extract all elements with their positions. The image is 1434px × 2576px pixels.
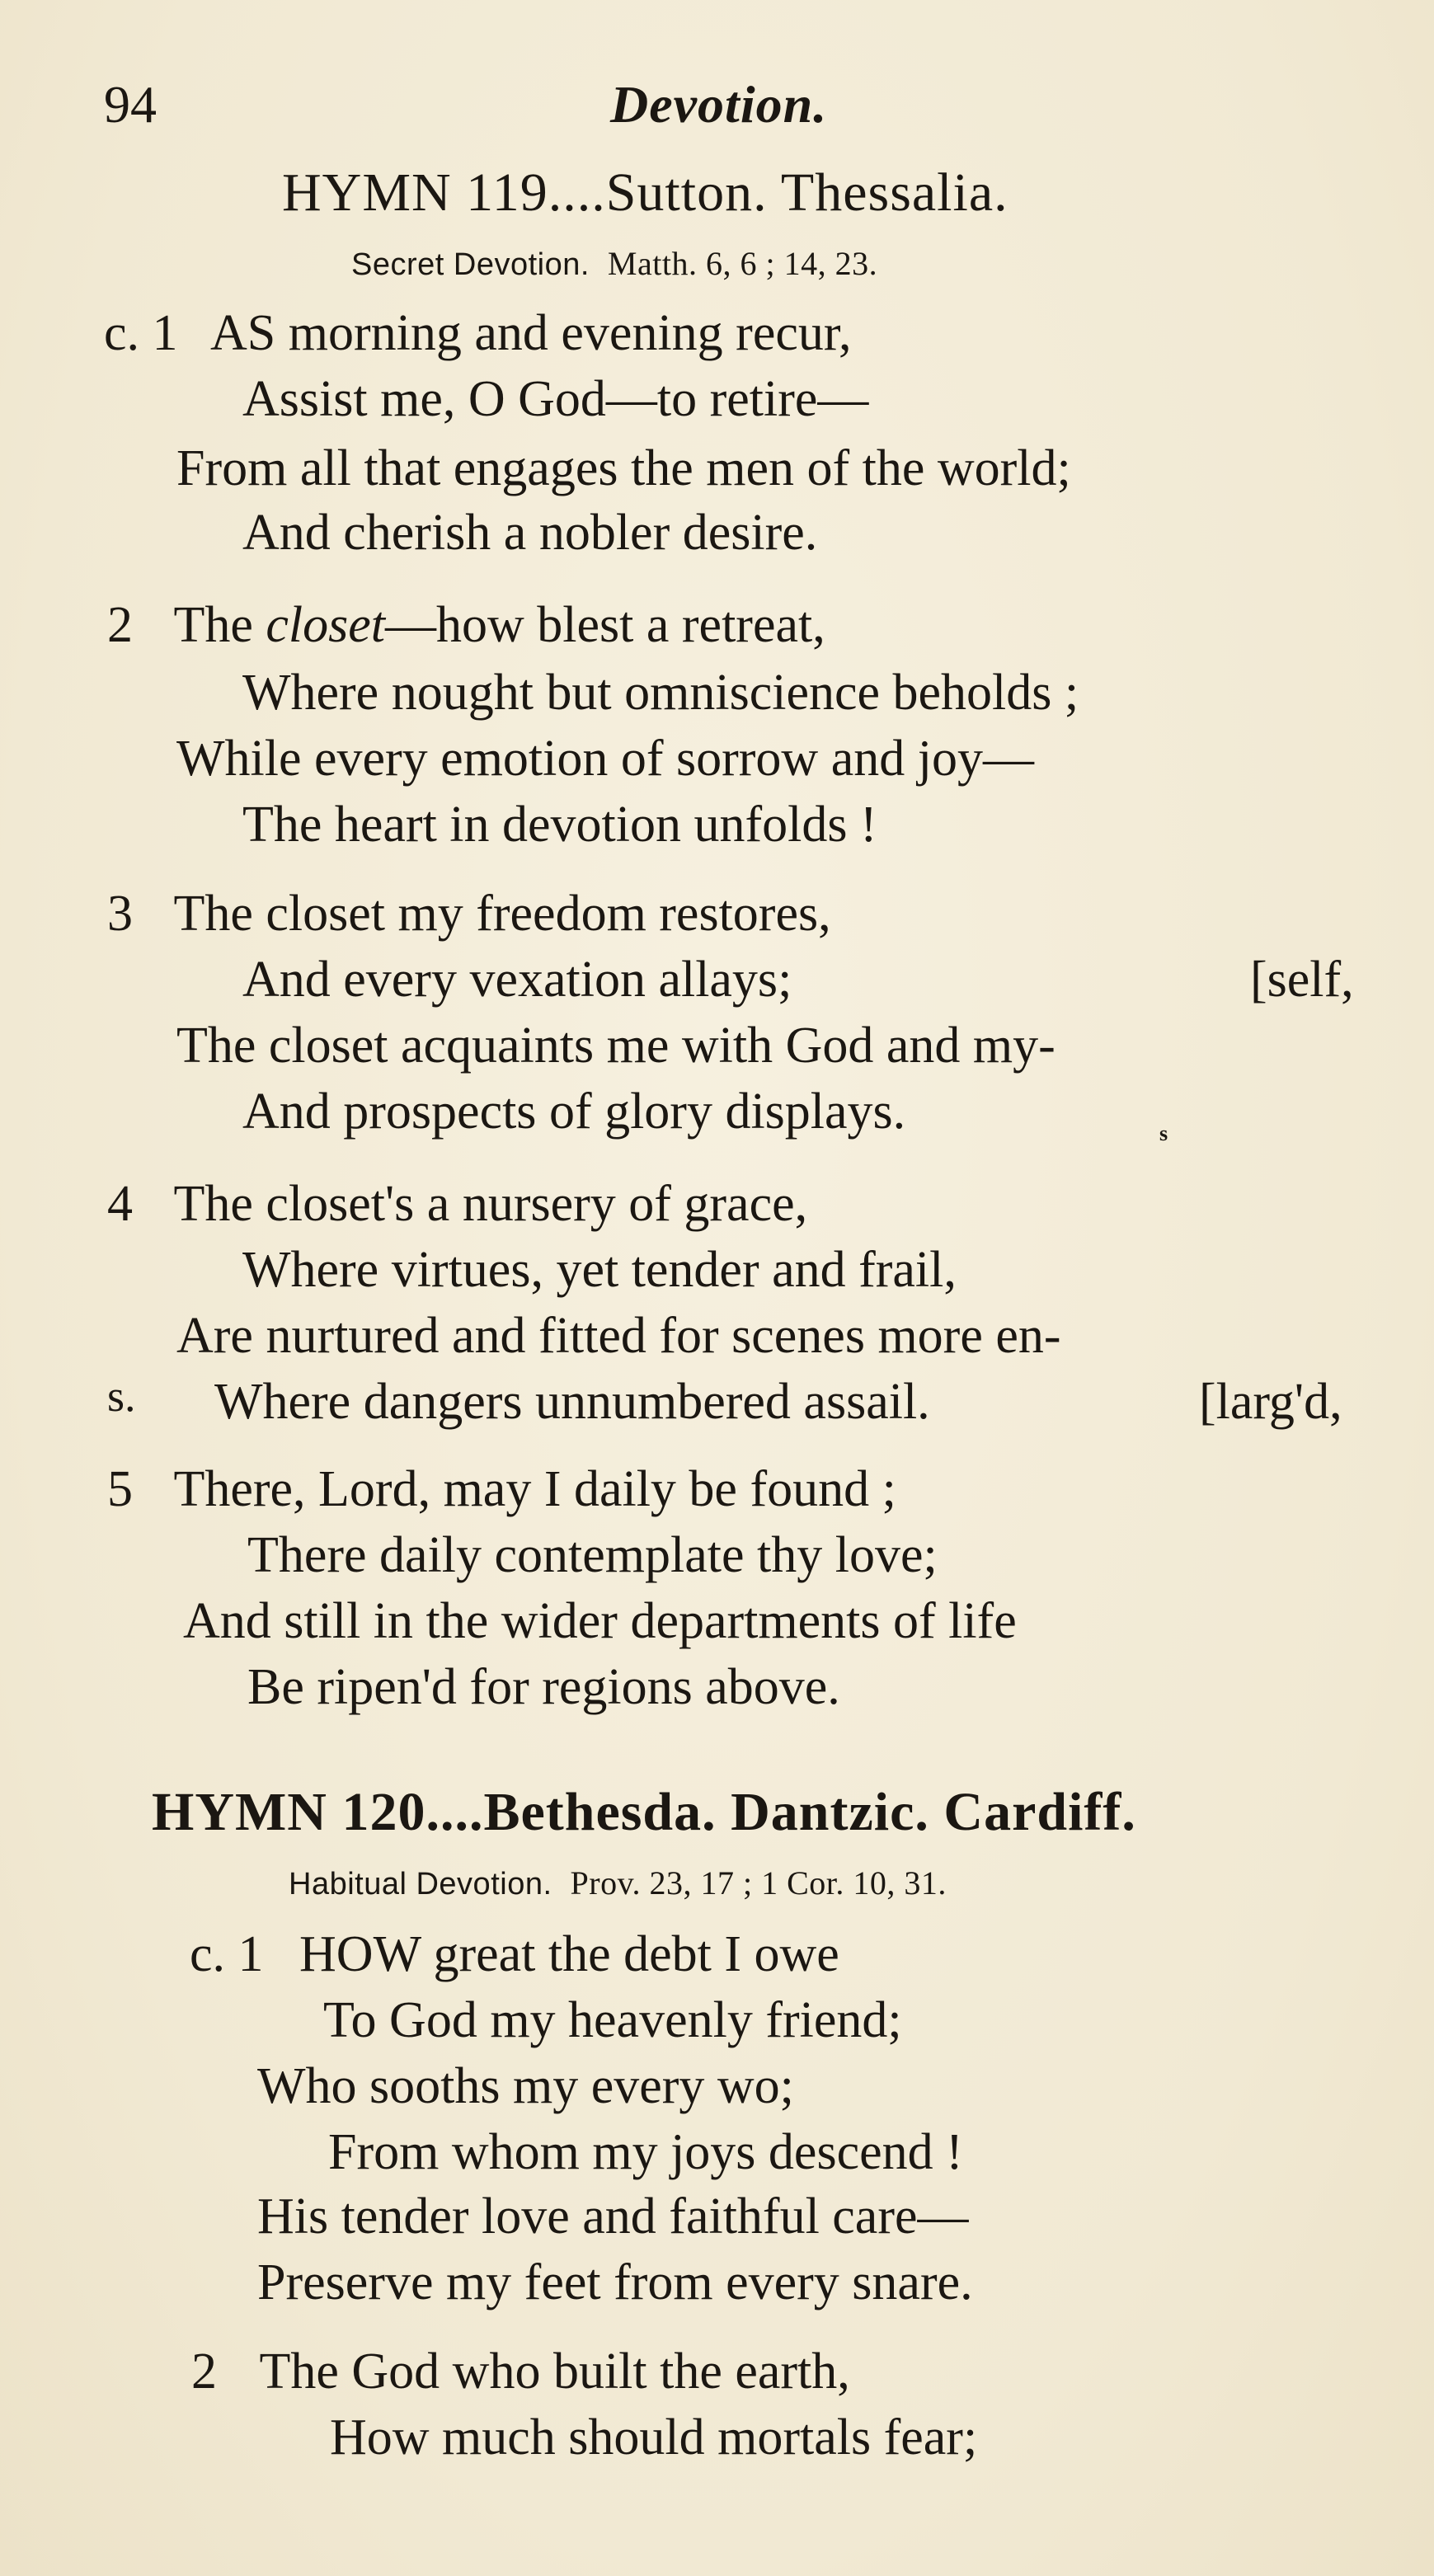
verse-119-5-line-4: Be ripen'd for regions above. <box>247 1659 840 1715</box>
verse-119-3-line-4: And prospects of glory displays. <box>242 1084 906 1140</box>
carryover-largd: [larg'd, <box>1199 1374 1342 1430</box>
verse-119-5-line-1 <box>107 1456 896 1522</box>
verse-119-1-line-2: Assist me, O God—to retire— <box>242 371 869 427</box>
hymn-120-subtitle <box>289 1864 947 1902</box>
verse-119-4-line-2: Where virtues, yet tender and frail, <box>242 1242 957 1298</box>
verse-119-3-line-1 <box>107 881 831 947</box>
verse-120-1-line-2: To God my heavenly friend; <box>323 1992 902 2048</box>
verse-119-2-line-2: Where nought but omniscience beholds ; <box>242 665 1079 721</box>
verse-119-2-line-3: While every emotion of sorrow and joy— <box>176 731 1034 787</box>
verse-number: 4 <box>107 1176 133 1232</box>
verse-119-3-line-3: The closet acquaints me with God and my- <box>176 1018 1056 1074</box>
verse-number: 5 <box>107 1461 133 1517</box>
verse-119-1-line-1 <box>104 300 852 366</box>
hymn-120-title: HYMN 120....Bethesda. Dantzic. Cardiff. <box>152 1782 1136 1842</box>
verse-number: c. 1 <box>190 1926 264 1982</box>
hymn-119-subtitle-text: Secret Devotion. <box>351 247 590 282</box>
verse-120-1-line-4: From whom my joys descend ! <box>328 2124 963 2180</box>
verse-120-1-line-1 <box>190 1921 839 1987</box>
verse-119-4-line-3: Are nurtured and fitted for scenes more en- <box>176 1308 1061 1364</box>
verse-text: There, Lord, may I daily be found ; <box>173 1461 896 1517</box>
verse-119-5-line-3: And still in the wider departments of life <box>183 1593 1017 1649</box>
hymn-119-subtitle <box>351 244 877 283</box>
verse-number: 2 <box>191 2343 217 2400</box>
hymn-120-subtitle-text: Habitual Devotion. <box>289 1867 552 1901</box>
verse-119-2-line-1 <box>107 592 825 658</box>
verse-120-1-line-6: Preserve my feet from every snare. <box>257 2254 973 2310</box>
verse-number: 2 <box>107 597 133 653</box>
verse-120-2-line-1 <box>191 2339 850 2404</box>
hymn-120-reference: Prov. 23, 17 ; 1 Cor. 10, 31. <box>570 1864 947 1901</box>
verse-text-pre: The <box>173 597 266 653</box>
page-number: 94 <box>104 75 157 134</box>
margin-mark-s: s. <box>107 1371 136 1421</box>
verse-119-5-line-2: There daily contemplate thy love; <box>247 1527 938 1583</box>
margin-tiny-mark: s <box>1159 1121 1168 1145</box>
running-head: Devotion. <box>610 75 828 134</box>
verse-number: c. 1 <box>104 305 178 361</box>
verse-text: The closet my freedom restores, <box>173 886 831 942</box>
verse-number: 3 <box>107 886 133 942</box>
verse-text: The closet's a nursery of grace, <box>173 1176 808 1232</box>
verse-text: HOW great the debt I owe <box>299 1926 839 1982</box>
verse-119-3-line-2: And every vexation allays; <box>242 952 792 1008</box>
hymn-119-title: HYMN 119....Sutton. Thessalia. <box>282 162 1009 223</box>
verse-text: AS morning and evening recur, <box>210 305 852 361</box>
verse-text-italic: closet <box>266 597 386 653</box>
verse-120-1-line-5: His tender love and faithful care— <box>257 2188 969 2245</box>
verse-text: The God who built the earth, <box>259 2343 850 2400</box>
hymn-119-reference: Matth. 6, 6 ; 14, 23. <box>607 245 878 282</box>
verse-119-2-line-4: The heart in devotion unfolds ! <box>242 797 877 853</box>
verse-119-4-line-1 <box>107 1171 807 1237</box>
verse-120-1-line-3: Who sooths my every wo; <box>257 2058 794 2114</box>
verse-119-1-line-4: And cherish a nobler desire. <box>242 505 818 561</box>
verse-119-1-line-3: From all that engages the men of the world; <box>176 440 1071 496</box>
verse-119-4-line-4: Where dangers unnumbered assail. <box>214 1374 930 1430</box>
verse-text-post: —how blest a retreat, <box>385 597 825 653</box>
verse-120-2-line-2: How much should mortals fear; <box>330 2409 978 2466</box>
carryover-self: [self, <box>1250 952 1354 1008</box>
